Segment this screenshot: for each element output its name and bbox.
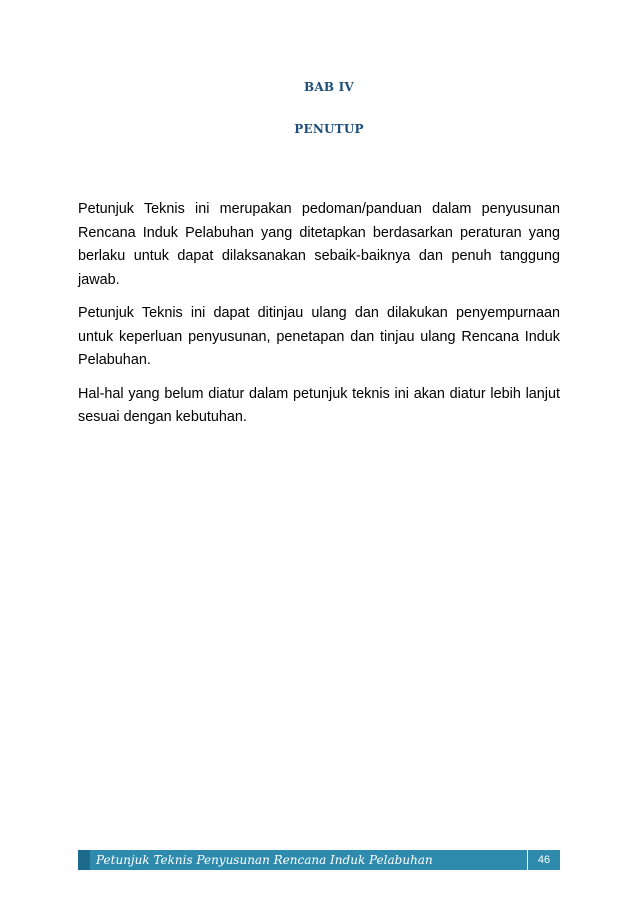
paragraph: Petunjuk Teknis ini merupakan pedoman/panduan dalam penyusunan Rencana Induk Pelabuhan yang ditetapkan berdasarkan peraturan yang berlaku untuk dapat dilaksanakan sebaik-baiknya dan penuh tanggung jawab.	[78, 201, 560, 288]
chapter-title: PENUTUP	[294, 122, 364, 136]
paragraph: Petunjuk Teknis ini dapat ditinjau ulang dan dilakukan penyempurnaan untuk keperluan penyusunan, penetapan dan tinjau ulang Rencana Induk Pelabuhan.	[78, 305, 560, 368]
chapter-number: BAB IV	[304, 80, 354, 94]
footer-document-title: Petunjuk Teknis Penyusunan Rencana Induk Pelabuhan	[96, 853, 433, 867]
body-text	[78, 198, 560, 440]
paragraph: Hal-hal yang belum diatur dalam petunjuk teknis ini akan diatur lebih lanjut sesuai dengan kebutuhan.	[78, 385, 560, 425]
page-footer	[78, 850, 560, 870]
page-number: 46	[537, 854, 551, 866]
